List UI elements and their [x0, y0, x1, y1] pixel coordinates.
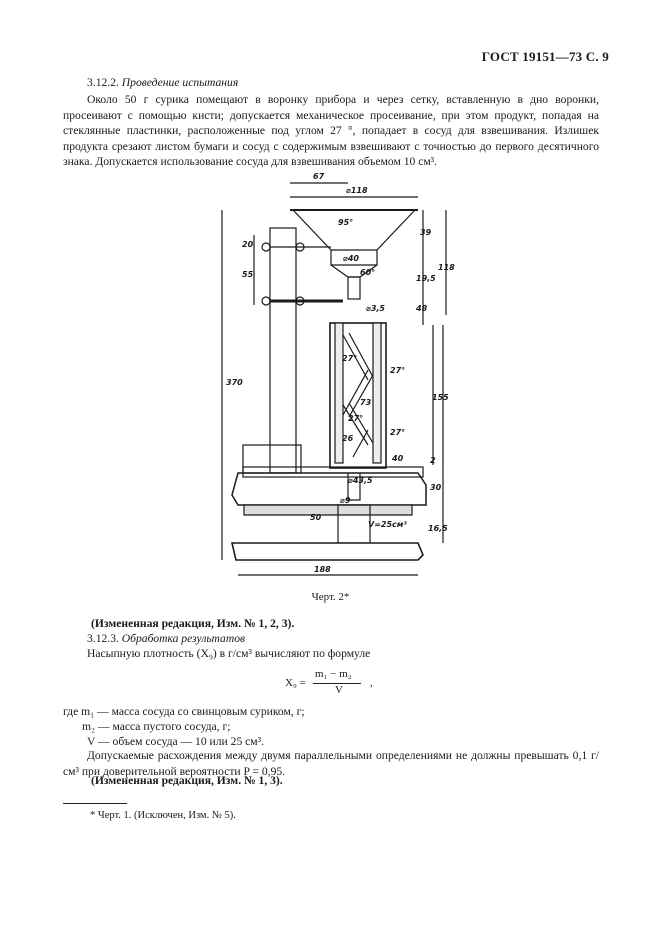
dim-dia-9: ⌀9	[340, 496, 351, 505]
where-line-2: m₂ — масса пустого сосуда, г;	[82, 720, 231, 733]
section-title: Проведение испытания	[121, 76, 239, 89]
amendment-note-1: (Измененная редакция, Изм. № 1, 2, 3).	[91, 617, 295, 630]
dim-67: 67	[313, 172, 325, 181]
angle-27-b: 27°	[390, 366, 406, 375]
section-title: Обработка результатов	[121, 632, 246, 645]
section-number: 3.12.3.	[87, 632, 119, 645]
where-line-1: где m₁ — масса сосуда со свинцовым суриком, г;	[63, 705, 305, 718]
page-header: ГОСТ 19151—73 С. 9	[481, 49, 609, 64]
angle-60: 60°	[360, 268, 376, 277]
where-line-3: V — объем сосуда — 10 или 25 см³.	[87, 735, 264, 748]
dim-370: 370	[226, 378, 243, 387]
dim-20: 20	[242, 240, 254, 249]
dim-73: 73	[360, 398, 372, 407]
dim-188: 188	[314, 565, 331, 574]
angle-27-c: 27°	[348, 414, 364, 423]
dim-26: 26	[342, 434, 354, 443]
footnote: * Черт. 1. (Исключен, Изм. № 5).	[90, 810, 236, 821]
dim-30: 30	[430, 483, 442, 492]
dim-155: 155	[432, 393, 449, 402]
angle-27-a: 27°	[342, 354, 358, 363]
dim-dia-3-5: ⌀3,5	[366, 304, 385, 313]
dim-50: 50	[310, 513, 322, 522]
section-3-12-2-heading	[87, 76, 238, 89]
dim-dia-43-5: ⌀43,5	[348, 476, 373, 485]
dim-40: 40	[392, 454, 404, 463]
angle-95: 95°	[338, 218, 354, 227]
dim-39: 39	[420, 228, 432, 237]
dim-2: 2	[430, 456, 436, 465]
dim-55: 55	[242, 270, 254, 279]
formula-denominator: V	[335, 684, 343, 696]
formula-tail: ,	[370, 677, 373, 689]
dim-16-5: 16,5	[428, 524, 448, 533]
formula-lhs: X₉ =	[285, 677, 306, 689]
formula-numerator: m₁ − m₂	[315, 668, 352, 680]
dim-48: 48	[416, 304, 428, 313]
tolerance-text: Допускаемые расхождения между двумя параллельными определениями не должны превышать 0,1 г/см³ при доверительной вероятности P = 0,95.	[63, 749, 599, 778]
dim-dia-118: ⌀118	[346, 186, 368, 195]
section-number: 3.12.2.	[87, 76, 119, 89]
formula-intro: Насыпную плотность (X₉) в г/см³ вычисляют по формуле	[87, 647, 371, 660]
dim-118-right: 118	[438, 263, 455, 272]
dim-dia-40: ⌀40	[343, 254, 359, 263]
section-3-12-2-text: Около 50 г сурика помещают в воронку прибора и через сетку, вставленную в дно воронки, просеивают с помощью кисти; допускается механическое просеивание, при этом продукт, попадая на стеклянные пластинки, расположенные под углом 27 °, попадает в сосуд для взвешивания. Излишек продукта срезают листом бумаги и сосуд с содержимым взвешивают с точностью до первого десятичного знака. Допускается использование сосуда для взвешивания объемом 10 см³.	[63, 93, 599, 169]
vessel-volume: V=25см³	[368, 520, 407, 529]
footnote-rule	[63, 803, 127, 804]
apparatus-drawing	[218, 165, 458, 585]
dim-19-5: 19,5	[416, 274, 436, 283]
section-3-12-3-heading	[87, 632, 245, 645]
figure-caption: Черт. 2*	[311, 591, 350, 603]
angle-27-d: 27°	[390, 428, 406, 437]
amendment-note-2: (Измененная редакция, Изм. № 1, 3).	[91, 774, 283, 787]
